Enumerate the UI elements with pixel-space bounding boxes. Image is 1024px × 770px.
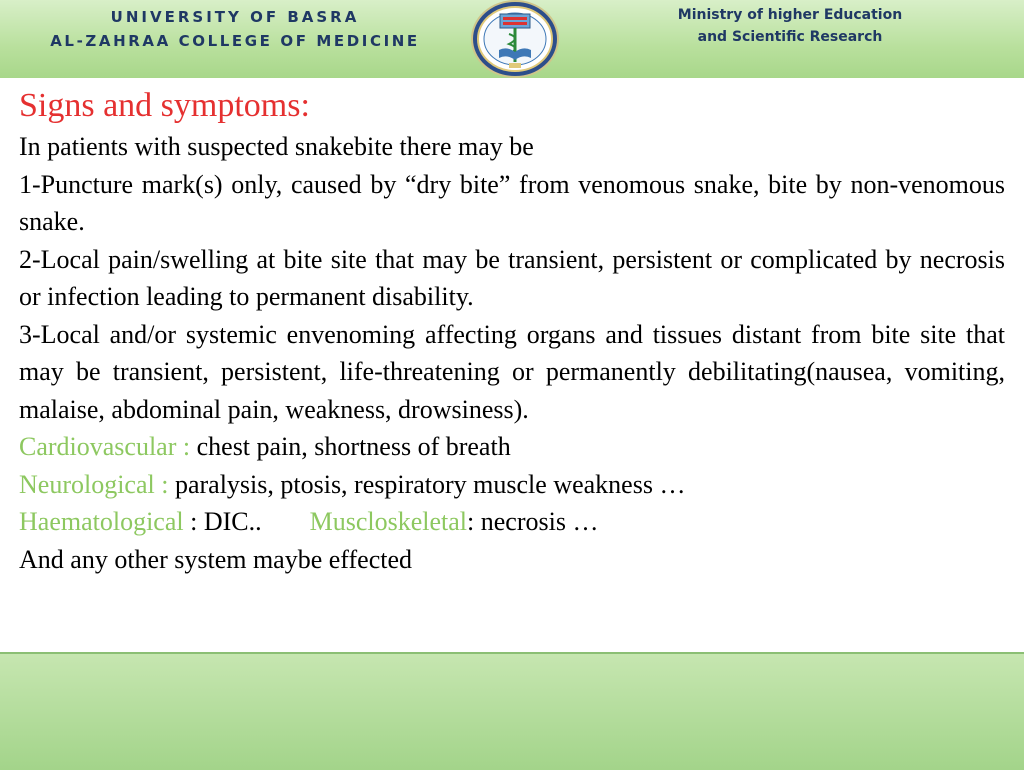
header-band [0,0,1024,78]
cardiovascular-text: chest pain, shortness of breath [196,432,511,461]
footer-band [0,652,1024,770]
musculoskeletal-label: Muscloskeletal [309,507,468,536]
slide-content [19,84,1005,578]
neurological-text: paralysis, ptosis, respiratory muscle weakness … [174,469,686,499]
ministry-name: Ministry of higher Education [677,7,903,23]
college-name: AL-ZAHRAA COLLEGE OF MEDICINE [50,32,420,50]
neurological-label: Neurological : [19,469,175,499]
university-name: UNIVERSITY OF BASRA [110,8,360,26]
haematological-text: : DIC.. [183,507,262,536]
intro-text: In patients with suspected snakebite there may be [19,132,534,161]
cardiovascular-line [19,428,1005,466]
slide-title: Signs and symptoms: [19,87,310,124]
point-2: 2-Local pain/swelling at bite site that may be transient, persistent or complicated by necrosis or infection leading to permanent disability. [19,244,1005,311]
university-seal-logo [469,0,561,78]
haematological-label: Haematological [19,507,184,536]
haematological-line [19,503,1005,541]
ministry-subtitle: and Scientific Research [697,29,883,45]
point-3: 3-Local and/or systemic envenoming affecting organs and tissues distant from bite site that may be transient, persistent, life-threatening or permanently debilitating(nausea, vomiting, malaise, abdominal pain, weakness, drowsiness). [19,319,1005,424]
neurological-line [19,466,1005,504]
cardiovascular-label: Cardiovascular : [19,432,197,461]
musculoskeletal-text: : necrosis … [467,507,599,536]
point-1: 1-Puncture mark(s) only, caused by “dry bite” from venomous snake, bite by non-venomous snake. [19,169,1005,236]
closing-text: And any other system maybe effected [19,544,412,574]
